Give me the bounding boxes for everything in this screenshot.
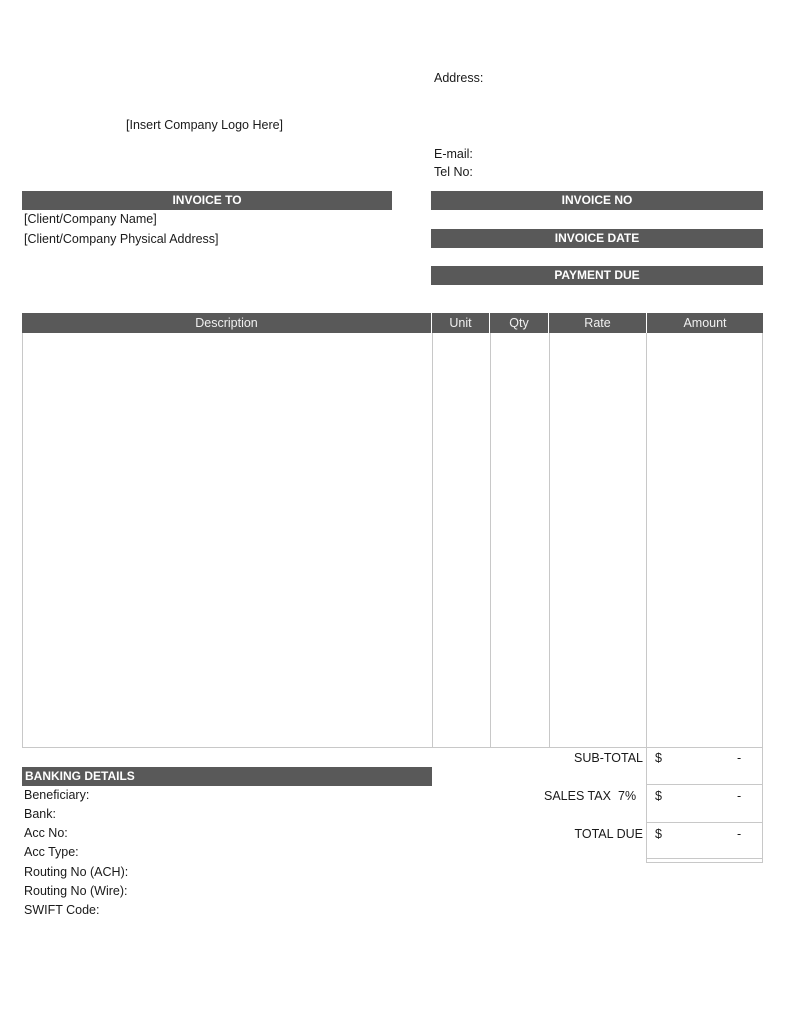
banking-field-acc-no: Acc No: [24,826,68,840]
sales-tax-rate: 7% [618,789,637,803]
email-label: E-mail: [434,147,473,161]
banking-details-header: BANKING DETAILS [22,767,432,786]
column-divider [432,333,433,747]
column-description: Description [22,313,432,333]
totals-divider [647,858,762,859]
banking-field-swift: SWIFT Code: [24,903,100,917]
column-unit: Unit [432,313,490,333]
subtotal-currency: $ [655,751,662,765]
column-amount: Amount [683,316,727,330]
invoice-no-header: INVOICE NO [431,191,763,210]
column-divider [490,333,491,747]
column-rate: Rate [549,313,647,333]
invoice-to-header: INVOICE TO [22,191,392,210]
subtotal-label: SUB-TOTAL [574,751,643,765]
address-label: Address: [434,71,484,85]
banking-field-acc-type: Acc Type: [24,845,79,859]
column-divider [646,333,647,747]
client-name: [Client/Company Name] [24,212,157,226]
banking-field-bank: Bank: [24,807,56,821]
totals-box [646,747,763,863]
items-table-header [22,313,763,333]
sales-tax-value: - [737,789,742,803]
tel-label: Tel No: [434,165,473,179]
sales-tax-currency: $ [655,789,662,803]
column-divider [549,333,550,747]
subtotal-value: - [737,751,742,765]
totals-divider [647,784,762,785]
banking-field-routing-ach: Routing No (ACH): [24,865,129,879]
total-due-currency: $ [655,827,662,841]
banking-field-beneficiary: Beneficiary: [24,788,90,802]
payment-due-header: PAYMENT DUE [431,266,763,285]
banking-field-routing-wire: Routing No (Wire): [24,884,128,898]
company-logo-placeholder: [Insert Company Logo Here] [126,118,284,132]
sales-tax-label: SALES TAX [544,789,611,803]
totals-divider [647,822,762,823]
invoice-date-header: INVOICE DATE [431,229,763,248]
column-qty: Qty [490,313,549,333]
items-table-body [22,333,763,748]
total-due-label: TOTAL DUE [574,827,643,841]
total-due-value: - [737,827,742,841]
client-address: [Client/Company Physical Address] [24,232,219,246]
